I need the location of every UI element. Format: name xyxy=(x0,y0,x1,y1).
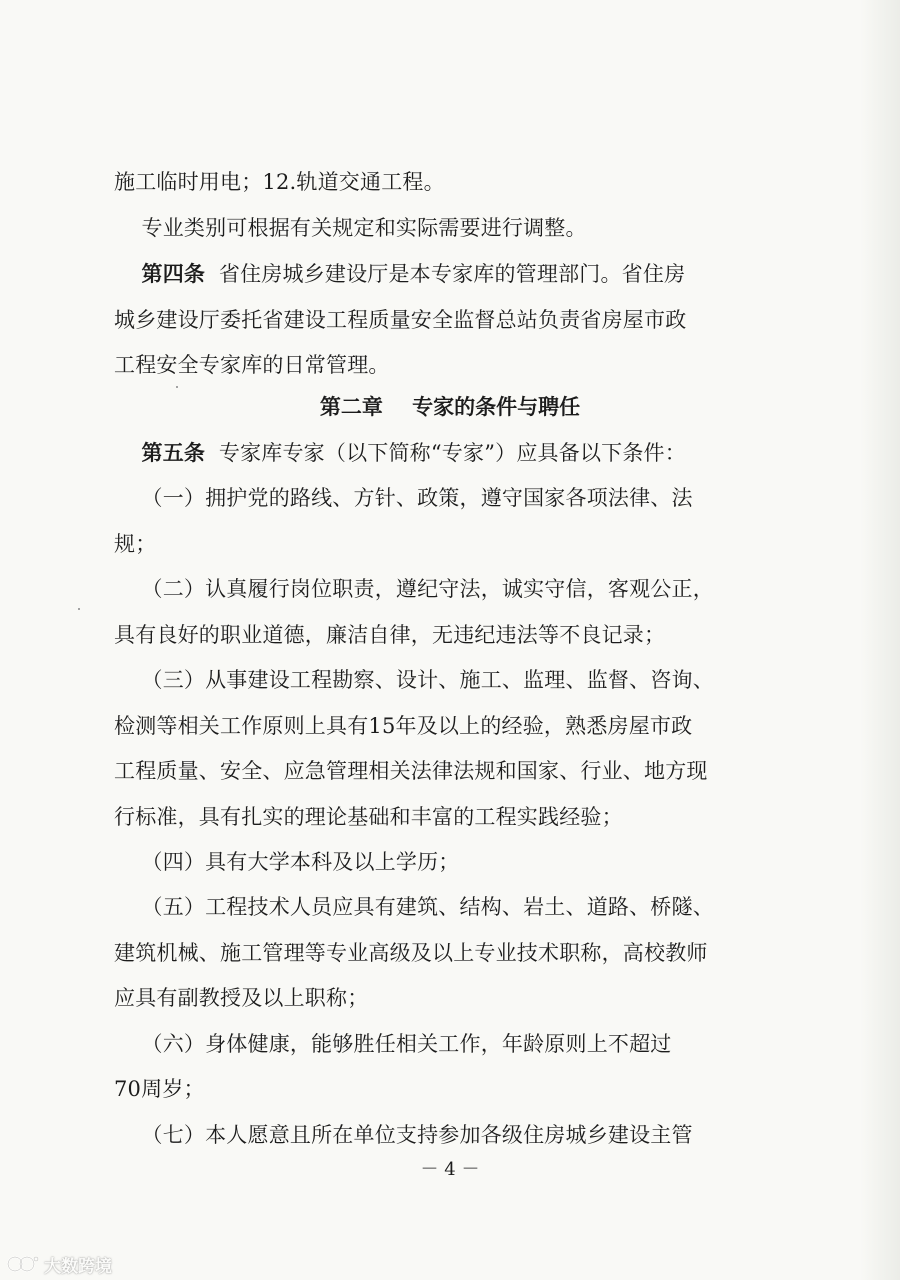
dashuju-logo-icon xyxy=(6,1253,40,1275)
watermark xyxy=(6,1251,112,1277)
paragraph-line: 应具有副教授及以上职称； xyxy=(114,986,369,1010)
scan-speck xyxy=(176,386,178,388)
paragraph-line: 工程质量、安全、应急管理相关法律法规和国家、行业、地方现 xyxy=(114,759,708,783)
paragraph-line: 城乡建设厅委托省建设工程质量安全监督总站负责省房屋市政 xyxy=(114,308,687,332)
paragraph-line: 70周岁； xyxy=(114,1077,205,1101)
paragraph-line: 工程安全专家库的日常管理。 xyxy=(114,353,390,377)
paragraph-line: （六）身体健康，能够胜任相关工作，年龄原则上不超过 xyxy=(114,1032,672,1056)
paragraph-line: 行标准，具有扎实的理论基础和丰富的工程实践经验； xyxy=(114,805,623,829)
paragraph-line: （五）工程技术人员应具有建筑、结构、岩土、道路、桥隧、 xyxy=(114,895,714,919)
paragraph-line: （三）从事建设工程勘察、设计、施工、监理、监督、咨询、 xyxy=(114,668,714,692)
article-5-line xyxy=(114,438,900,468)
paragraph-line: 具有良好的职业道德，廉洁自律，无违纪违法等不良记录； xyxy=(114,623,666,647)
article-4-label: 第四条 xyxy=(141,262,206,286)
paragraph-line: （一）拥护党的路线、方针、政策，遵守国家各项法律、法 xyxy=(114,486,693,510)
chapter-heading: 第二章 专家的条件与聘任 xyxy=(319,395,581,419)
watermark-text: 大数跨境 xyxy=(44,1256,112,1277)
paragraph-line: 检测等相关工作原则上具有15年及以上的经验，熟悉房屋市政 xyxy=(114,714,693,738)
paragraph-line: （四）具有大学本科及以上学历； xyxy=(114,850,460,874)
paragraph-line: 规； xyxy=(114,532,157,556)
article-4-text: 省住房城乡建设厅是本专家库的管理部门。省住房 xyxy=(205,262,686,286)
article-5-label: 第五条 xyxy=(141,441,206,465)
paragraph-line: 建筑机械、施工管理等专业高级及以上专业技术职称，高校教师 xyxy=(114,941,708,965)
scan-speck xyxy=(78,608,80,610)
paragraph-line: 施工临时用电；12.轨道交通工程。 xyxy=(114,170,445,194)
article-5-text: 专家库专家（以下简称“专家”）应具备以下条件： xyxy=(205,441,686,465)
page-number: － 4 － xyxy=(420,1159,480,1180)
paragraph-line: （七）本人愿意且所在单位支持参加各级住房城乡建设主管 xyxy=(114,1123,693,1147)
paragraph-line: 专业类别可根据有关规定和实际需要进行调整。 xyxy=(114,216,587,240)
article-4-line xyxy=(114,259,900,289)
paragraph-line: （二）认真履行岗位职责，遵纪守法，诚实守信，客观公正， xyxy=(114,577,714,601)
